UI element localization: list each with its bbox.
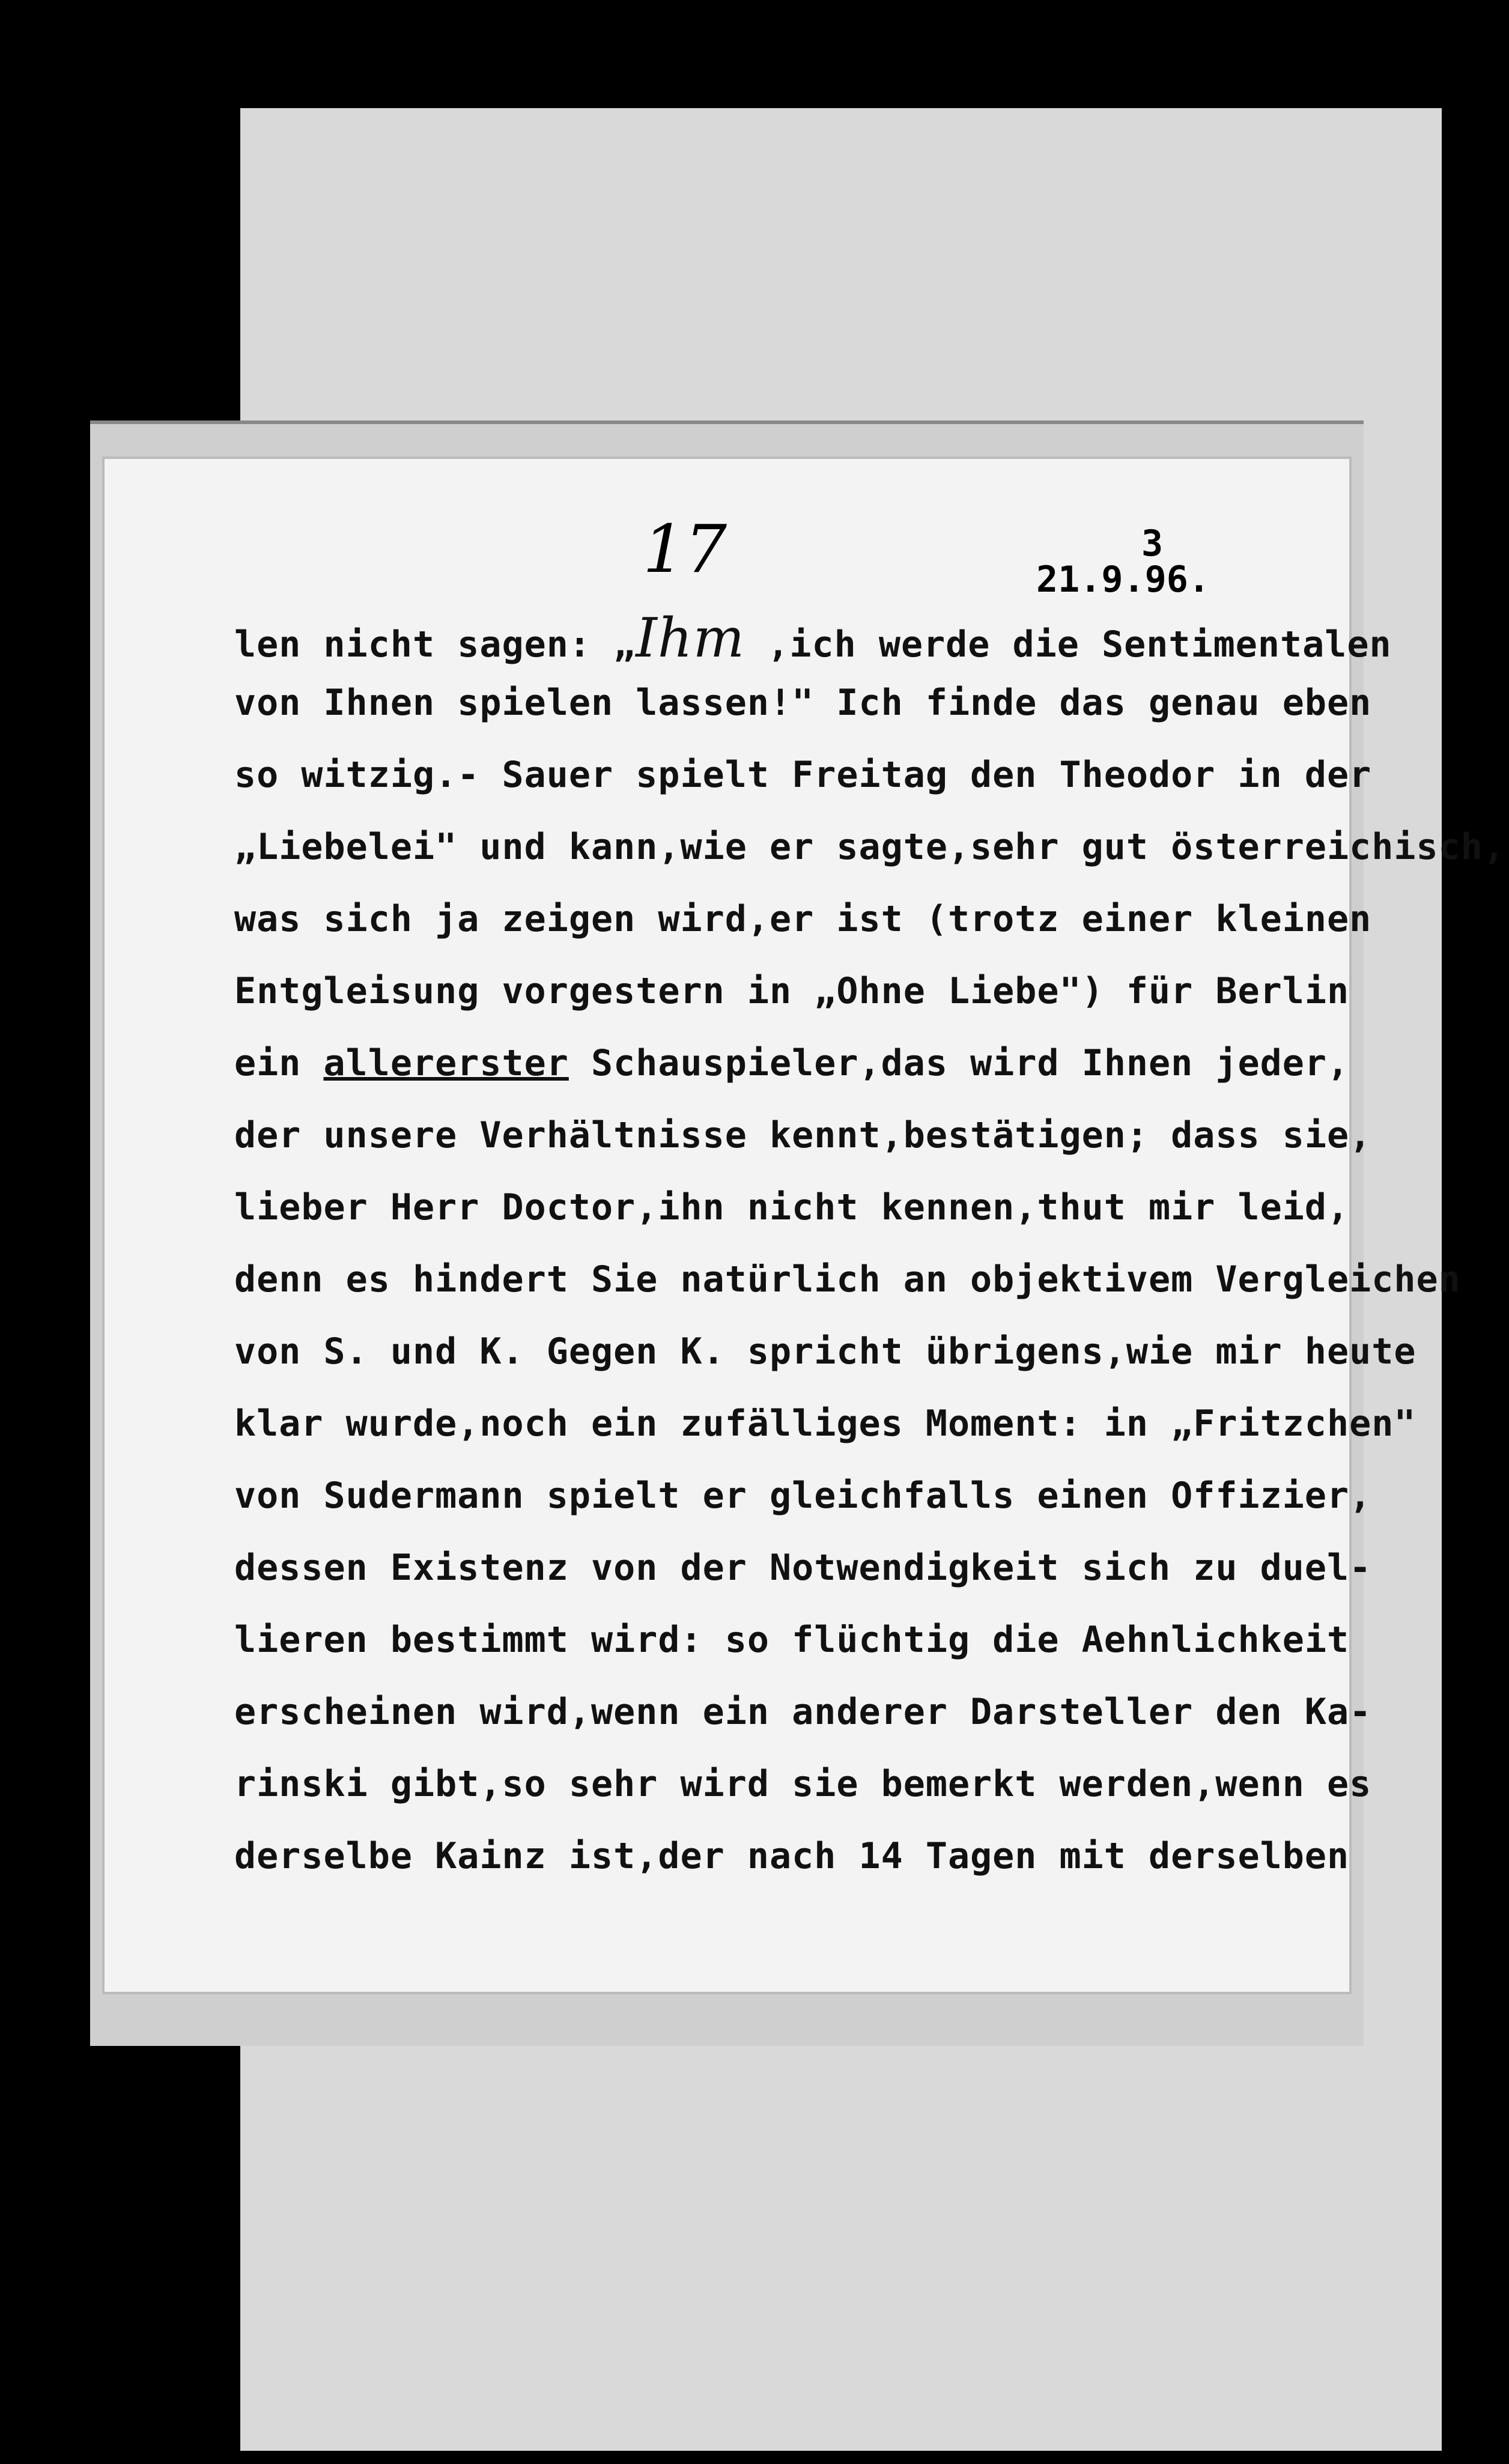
text-line: so witzig.- Sauer spielt Freitag den Theodor in der bbox=[234, 754, 1372, 796]
text-line: der unsere Verhältnisse kennt,bestätigen; dass sie, bbox=[234, 1114, 1372, 1156]
text-line: klar wurde,noch ein zufälliges Moment: in „Fritzchen" bbox=[234, 1403, 1416, 1445]
text-line: was sich ja zeigen wird,er ist (trotz einer kleinen bbox=[234, 898, 1372, 940]
underlined-word: allererster bbox=[323, 1042, 569, 1084]
page-number: 3 bbox=[1141, 523, 1164, 565]
text-line: lieren bestimmt wird: so flüchtig die Aehnlichkeit bbox=[234, 1619, 1350, 1661]
handwritten-word: Ihm bbox=[636, 607, 745, 670]
text-line: derselbe Kainz ist,der nach 14 Tagen mit derselben bbox=[234, 1835, 1350, 1877]
text-line: denn es hindert Sie natürlich an objektivem Vergleichen bbox=[234, 1258, 1461, 1300]
text-line: von Sudermann spielt er gleichfalls einen Offizier, bbox=[234, 1475, 1372, 1517]
text-line: lieber Herr Doctor,ihn nicht kennen,thut mir leid, bbox=[234, 1186, 1350, 1228]
text-line: dessen Existenz von der Notwendigkeit sich zu duel- bbox=[234, 1547, 1372, 1589]
folio-number: 17 bbox=[643, 511, 727, 587]
text-line: von S. und K. Gegen K. spricht übrigens,wie mir heute bbox=[234, 1331, 1416, 1373]
text-line: rinski gibt,so sehr wird sie bemerkt werden,wenn es bbox=[234, 1763, 1372, 1805]
letter-date: 21.9.96. bbox=[1036, 559, 1210, 601]
text-line: Entgleisung vorgestern in „Ohne Liebe") für Berlin bbox=[234, 970, 1350, 1012]
text-line: von Ihnen spielen lassen!" Ich finde das genau eben bbox=[234, 682, 1372, 724]
text-line: len nicht sagen: „Ihm ,ich werde die Sentimentalen bbox=[234, 607, 1392, 670]
text-line: erscheinen wird,wenn ein anderer Darsteller den Ka- bbox=[234, 1691, 1372, 1733]
text-line: „Liebelei" und kann,wie er sagte,sehr gut österreichisch, bbox=[234, 826, 1506, 868]
text-line: ein allererster Schauspieler,das wird Ihnen jeder, bbox=[234, 1042, 1350, 1084]
